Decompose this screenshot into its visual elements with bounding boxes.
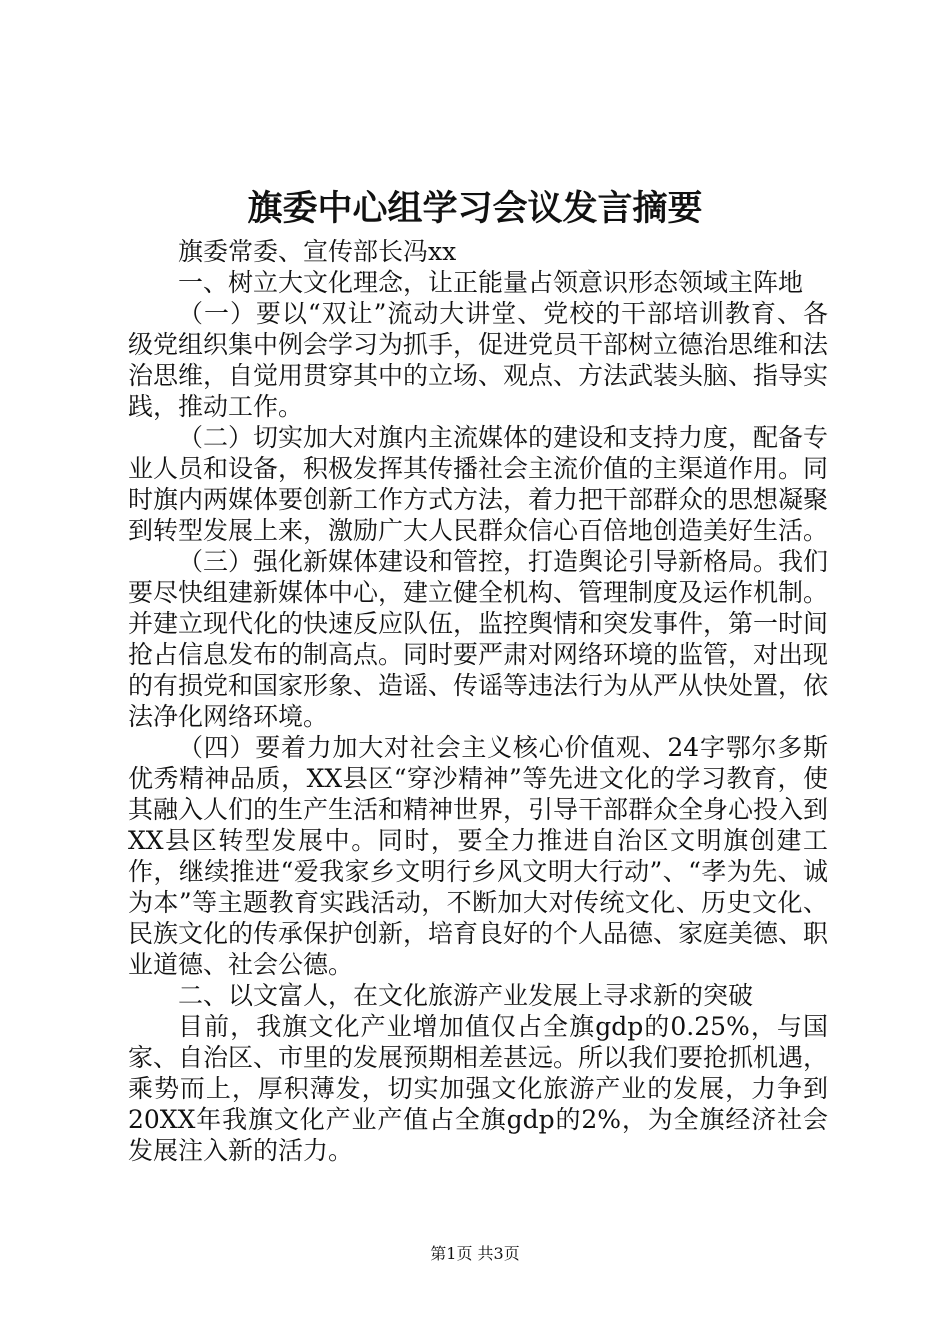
section-heading-1: 一、树立大文化理念，让正能量占领意识形态领域主阵地	[178, 268, 804, 297]
page-number-footer: 第1页 共3页	[430, 1244, 520, 1263]
paragraph-2: （二）切实加大对旗内主流媒体的建设和支持力度，配备专业人员和设备，积极发挥其传播社会主流价值的主渠道作用。同时旗内两媒体要创新工作方式方法，着力把干部群众的思想凝聚到转型发展上来，激励广大人民群众信心百倍地创造美好生活。	[128, 423, 829, 545]
author-line: 旗委常委、宣传部长冯xx	[178, 237, 457, 266]
paragraph-1: （一）要以“双让”流动大讲堂、党校的干部培训教育、各级党组织集中例会学习为抓手，促进党员干部树立德治思维和法治思维，自觉用贯穿其中的立场、观点、方法武装头脑、指导实践，推动工作。	[128, 299, 829, 421]
paragraph-5: 目前，我旗文化产业增加值仅占全旗gdp的0.25%，与国家、自治区、市里的发展预期相差甚远。所以我们要抢抓机遇，乘势而上，厚积薄发，切实加强文化旅游产业的发展，力争到20XX年我旗文化产业产值占全旗gdp的2%，为全旗经济社会发展注入新的活力。	[128, 1012, 829, 1165]
paragraph-4: （四）要着力加大对社会主义核心价值观、24字鄂尔多斯优秀精神品质，XX县区“穿沙精神”等先进文化的学习教育，使其融入人们的生产生活和精神世界，引导干部群众全身心投入到XX县区转型发展中。同时，要全力推进自治区文明旗创建工作，继续推进“爱我家乡文明行乡风文明大行动”、“孝为先、诚为本”等主题教育实践活动，不断加大对传统文化、历史文化、民族文化的传承保护创新，培育良好的个人品德、家庭美德、职业道德、社会公德。	[128, 733, 829, 979]
paragraph-3: （三）强化新媒体建设和管控，打造舆论引导新格局。我们要尽快组建新媒体中心，建立健全机构、管理制度及运作机制。并建立现代化的快速反应队伍，监控舆情和突发事件，第一时间抢占信息发布的制高点。同时要严肃对网络环境的监管，对出现的有损党和国家形象、造谣、传谣等违法行为从严从快处置，依法净化网络环境。	[128, 547, 829, 731]
document-title: 旗委中心组学习会议发言摘要	[247, 188, 703, 229]
document-body	[128, 236, 828, 1166]
section-heading-2: 二、以文富人，在文化旅游产业发展上寻求新的突破	[178, 981, 754, 1010]
